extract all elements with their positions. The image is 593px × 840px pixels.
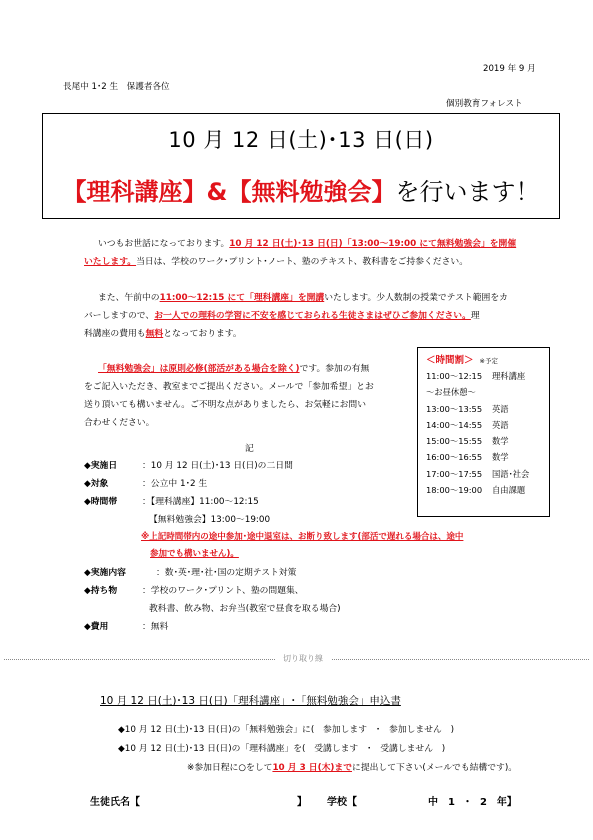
schedule-subject: 自由課題 [492, 485, 526, 496]
detail-time [84, 494, 259, 507]
schedule-time: 14:00～14:55 [426, 419, 483, 430]
title-dates: 10 月 12 日(土)･13 日(日) [168, 128, 434, 152]
detail-target-label: ◆対象 [84, 479, 109, 489]
intro-paragraph-3c: 送り頂いても構いません。ご不明な点がありましたら、お気軽にお問い [84, 400, 367, 410]
detail-date [84, 458, 293, 471]
intro-paragraph-3 [98, 361, 369, 378]
title-action: を行います！ [395, 178, 540, 206]
schedule-subject: 国語･社会 [492, 468, 530, 479]
detail-content-label: ◆実施内容 [84, 568, 126, 578]
schedule-subject: 数学 [492, 452, 509, 463]
intro-highlight: 10 月 12 日(土)･13 日(日)「13:00～19:00 にて無料勉強会」を開催 [229, 239, 517, 249]
schedule-subject: 英語 [492, 403, 509, 414]
detail-date-label: ◆実施日 [84, 461, 118, 471]
p3-required: 「無料勉強会」は原則必修(部活がある場合を除く) [98, 364, 300, 374]
detail-content-value: ：数･英･理･社･国の定期テスト対策 [156, 568, 297, 578]
detail-date-value: ：10 月 12 日(土)･13 日(日)の二日間 [142, 461, 293, 471]
p2-text-c: いたします。少人数制の授業でテスト範囲をカ [324, 293, 508, 303]
p2-text-i: となっております。 [163, 329, 242, 339]
p2-highlight-2: お一人での理科の学習に不安を感じておられる生徒さまはぜひご参加ください。 [154, 311, 471, 321]
p2-text-a: また、午前中の [98, 293, 160, 303]
p2-text-d: バーしますので、 [84, 311, 155, 321]
student-name-field[interactable] [154, 788, 296, 804]
ki-mark: 記 [245, 444, 254, 454]
form-note-a: ※参加日程に○をして [187, 763, 273, 773]
title-courses: 【理科講座】&【無料勉強会】 [62, 178, 396, 206]
detail-items-label: ◆持ち物 [84, 586, 118, 596]
form-note [187, 760, 517, 773]
recipient: 長尾中 1･2 生 保護者各位 [63, 82, 170, 92]
schedule-subject: 数学 [492, 436, 509, 447]
sender: 個別教育フォレスト [446, 99, 523, 109]
intro-bring-items: 当日は、学校のワーク･プリント･ノート、塾のテキスト、教科書をご持参ください。 [136, 257, 468, 267]
p2-text-g: 科講座の費用も [84, 329, 146, 339]
schedule-row [426, 401, 549, 417]
schedule-row [426, 482, 549, 498]
schedule-time: 15:00～15:55 [426, 436, 483, 447]
intro-paragraph-3b: をご記入いただき、教室までご提出ください。メールで「参加希望」とお [84, 382, 374, 392]
detail-target [84, 476, 207, 489]
form-note-c: に提出して下さい(メールでも結構です)。 [352, 763, 518, 773]
intro-paragraph-1b [84, 254, 554, 271]
intro-paragraph-3d: 合わせください。 [84, 418, 155, 428]
detail-content [84, 565, 296, 578]
school-field[interactable] [366, 788, 426, 804]
schedule-list [426, 368, 549, 498]
p2-text-f: 理 [470, 311, 480, 321]
form-question-study-session[interactable]: ◆10 月 12 日(土)･13 日(日)の「無料勉強会」に( 参加します ･ 参加しません ) [118, 725, 455, 735]
form-deadline: 10 月 3 日(木)まで [272, 763, 353, 773]
intro-highlight-end: いたします。 [84, 257, 137, 267]
schedule-time: ～お昼休憩～ [426, 387, 476, 398]
schedule-row [426, 417, 549, 433]
schedule-row [426, 466, 549, 482]
intro-paragraph-2b [84, 308, 564, 325]
detail-warning-1: ※上記時間帯内の途中参加･途中退室は、お断り致します(部活で遅れる場合は、途中 [141, 532, 464, 542]
p3-text-b: です。参加の有無 [299, 364, 370, 374]
detail-items-value-1: ：学校のワーク･プリント、塾の問題集、 [142, 586, 304, 596]
cut-line-label: 切り取り線 [275, 653, 331, 664]
detail-time-value-1: ：【理科講座】11:00～12:15 [142, 497, 259, 507]
p2-free: 無料 [145, 329, 164, 339]
student-name-label: 生徒氏名【 [90, 797, 140, 808]
schedule-row [426, 449, 549, 465]
title-box [42, 113, 560, 219]
form-question-science-course[interactable]: ◆10 月 12 日(土)･13 日(日)の「理科講座」を( 受講します ･ 受講しません ) [118, 744, 446, 754]
schedule-title: ＜時間割＞ [426, 355, 474, 366]
form-title: 10 月 12 日(土)･13 日(日)「理科講座」･「無料勉強会」申込書 [100, 695, 401, 707]
title-main [43, 172, 559, 207]
intro-paragraph-2c [84, 326, 484, 343]
detail-time-2: 【無料勉強会】13:00～19:00 [149, 515, 271, 525]
student-name-close: 】 [297, 797, 307, 808]
intro-greeting: いつもお世話になっております。 [98, 239, 230, 249]
schedule-time: 16:00～16:55 [426, 452, 483, 463]
detail-items-2: 教科書、飲み物、お弁当(教室で昼食を取る場合) [149, 604, 341, 614]
schedule-row [426, 384, 549, 400]
document-date: 2019 年 9 月 [483, 64, 536, 74]
intro-paragraph-1 [98, 236, 558, 253]
schedule-subject: 英語 [492, 419, 509, 430]
schedule-row [426, 433, 549, 449]
grade-selector[interactable]: 中 1 ･ 2 年】 [428, 797, 517, 808]
schedule-box [417, 347, 550, 517]
schedule-heading [426, 352, 549, 366]
school-label: 学校【 [327, 797, 357, 808]
detail-items [84, 583, 304, 596]
p2-highlight: 11:00～12:15 にて「理科講座」を開講 [159, 293, 325, 303]
detail-fee [84, 619, 168, 632]
schedule-time: 13:00～13:55 [426, 403, 483, 414]
detail-time-label: ◆時間帯 [84, 497, 118, 507]
intro-paragraph-2 [98, 290, 558, 307]
schedule-time: 11:00～12:15 [426, 371, 483, 381]
schedule-subject: 理科講座 [492, 371, 526, 381]
schedule-time: 18:00～19:00 [426, 485, 483, 496]
detail-fee-value: ：無料 [142, 622, 169, 632]
detail-target-value: ：公立中 1･2 生 [142, 479, 208, 489]
schedule-row [426, 368, 549, 384]
detail-fee-label: ◆費用 [84, 622, 109, 632]
schedule-time: 17:00～17:55 [426, 468, 483, 479]
schedule-note: ※予定 [479, 357, 498, 365]
detail-warning-2: 参加でも構いません)。 [150, 549, 239, 559]
